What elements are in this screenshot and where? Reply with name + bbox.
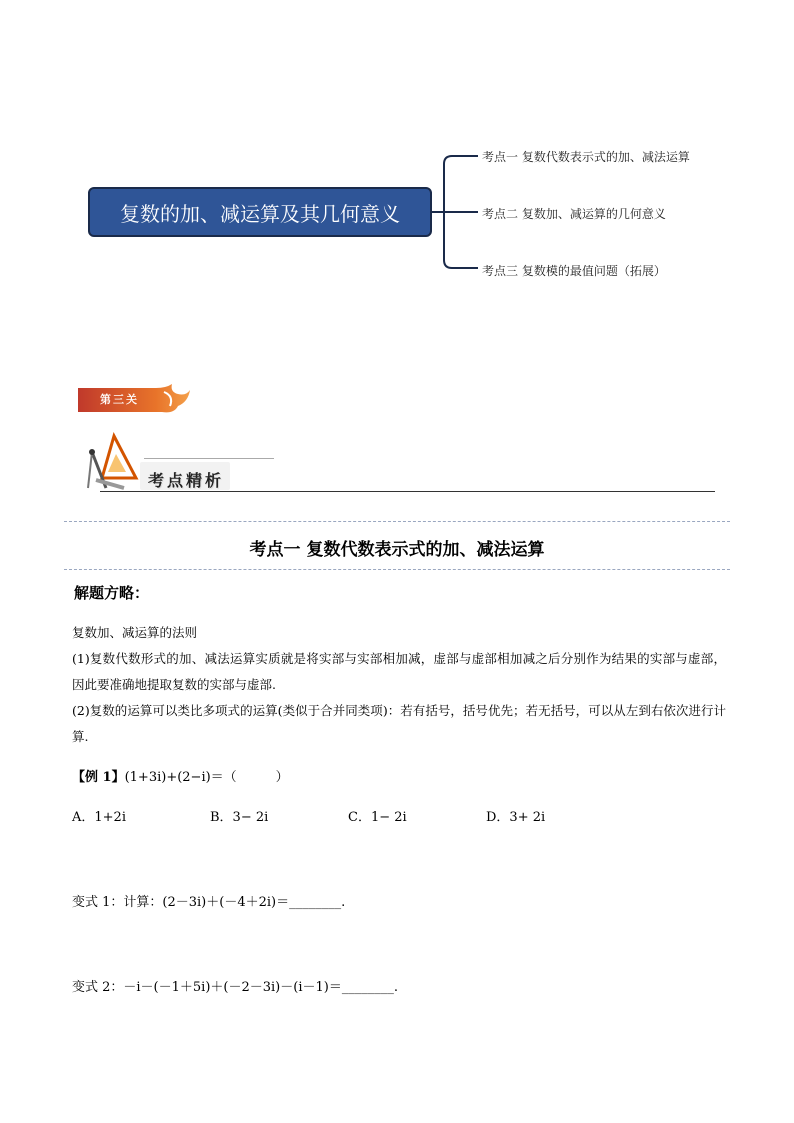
ruler-compass-icon: [84, 432, 144, 492]
variant-2: 变式 2：－i－(－1＋5i)＋(－2－3i)－(i－1)＝________.: [72, 980, 398, 995]
section-header-label: 考点精析: [148, 471, 225, 490]
mindmap-main-topic: [88, 187, 432, 237]
option-b: B．3− 2i: [210, 810, 269, 825]
section-title-top-divider: [64, 521, 730, 522]
mindmap-branch-2: 考点二 复数加、减运算的几何意义: [482, 207, 666, 221]
mindmap-main-topic-label: 复数的加、减运算及其几何意义: [120, 201, 400, 226]
option-a: A．1+2i: [72, 810, 126, 825]
example-1: [72, 766, 289, 785]
rule-1: (1)复数代数形式的加、减法运算实质就是将实部与实部相加减，虚部与虚部相加减之后分别作为结果的实部与虚部，因此要准确地提取复数的实部与虚部.: [72, 651, 726, 692]
mindmap-connectors: [430, 150, 490, 280]
option-c: C．1− 2i: [348, 810, 407, 825]
section-title-bottom-divider: [64, 569, 730, 570]
mindmap-branch-3: 考点三 复数模的最值问题（拓展）: [482, 264, 666, 278]
section-title: 考点一 复数代数表示式的加、减法运算: [249, 540, 545, 560]
section-header-top-rule: [144, 458, 274, 459]
variant-1: 变式 1：计算：(2－3i)＋(－4＋2i)＝________.: [72, 895, 346, 910]
banner-label: 第三关: [100, 393, 139, 406]
rule-heading: 复数加、减运算的法则: [72, 625, 198, 640]
example-label: 【例 1】: [72, 770, 125, 785]
rule-2: (2)复数的运算可以类比多项式的运算(类似于合并同类项)：若有括号，括号优先；若无括号，可以从左到右依次进行计算.: [72, 703, 726, 744]
option-d: D．3+ 2i: [486, 810, 546, 825]
mindmap-branch-1: 考点一 复数代数表示式的加、减法运算: [482, 150, 690, 164]
section-header-rule: [100, 491, 715, 492]
example-expression: (1+3i)+(2−i)＝（ ）: [124, 770, 289, 785]
strategy-heading: 解题方略：: [74, 584, 150, 602]
